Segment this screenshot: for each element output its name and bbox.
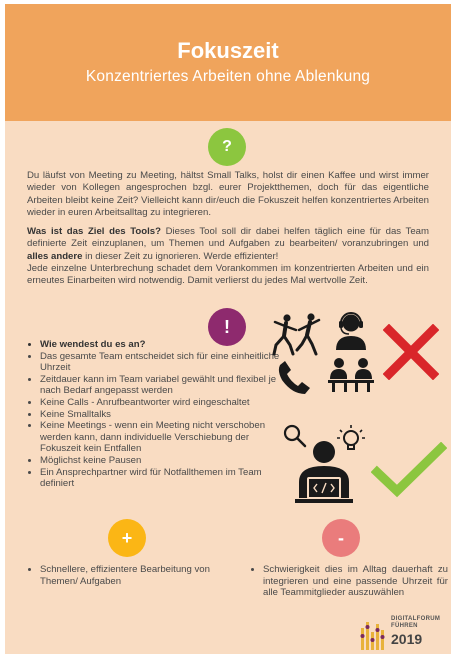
list-item: • Das gesamte Team entscheidet sich für eine einheitliche Uhrzeit [40,351,290,374]
header-banner [5,4,451,121]
list-item: • Keine Calls - Anrufbeantworter wird eingeschaltet [40,397,290,409]
howto-heading: • Wie wendest du es an? [40,339,290,351]
plus-badge: + [108,519,146,557]
logo-bars-icon [360,618,388,650]
goal-text-1: Dieses Tool soll dir dabei helfen täglich eine für das Team definierte Zeit einzuplanen, um Themen und Aufgaben zu bearbeiten/ voranzubringen und [27,226,429,250]
exclamation-badge: ! [208,308,246,346]
phone-icon [277,358,313,396]
goal-emphasis: alles andere [27,250,83,262]
logo-year: 2019 [391,631,423,647]
question-badge: ? [208,128,246,166]
goal-paragraph [27,226,429,287]
list-item: • Keine Smalltalks [40,409,290,421]
howto-list [27,339,290,490]
digitalforum-logo [360,616,446,652]
poster [5,4,451,654]
list-item: • Schwierigkeit dies im Alltag dauerhaft zu integrieren und eine passende Uhrzeit für alle Teammitglieder auszuwählen [263,564,448,599]
minus-badge: - [322,519,360,557]
page-subtitle: Konzentriertes Arbeiten ohne Ablenkung [85,68,371,85]
logo-text-line2: FÜHREN [391,623,418,629]
developer-icon [281,422,375,508]
list-item: • Möglichst keine Pausen [40,455,290,467]
goal-question: Was ist das Ziel des Tools? [27,226,161,237]
goal-text-2: in dieser Zeit zu ignorieren. Werde effizienter! [82,250,279,262]
checkmark-icon [371,442,447,498]
meeting-icon [327,356,375,392]
list-item: • Schnellere, effizientere Bearbeitung von Themen/ Aufgaben [40,564,230,587]
intro-paragraph: Du läufst von Meeting zu Meeting, hältst Small Talks, holst dir einen Kaffee und wirst immer wieder von Kollegen angesprochen bzgl. eurer Projektthemen, doch für das eigentliche Arbeiten bleibt keine Zeit? Vielleicht kann dir/euch die Fokuszeit helfen konzentriertes Arbeiten wieder in euren Arbeitsalltag zu integrieren. [27,170,429,218]
list-item: • Zeitdauer kann im Team variabel gewählt und flexibel je nach Bedarf angepasst werden [40,374,290,397]
dancing-people-icon [269,312,327,356]
goal-text-3: Jede einzelne Unterbrechung schadet dem Vorankommen im konzentrierten Arbeiten und ein erneutes Einarbeiten wird notwendig. Damit verlierst du jedes Mal wertvolle Zeit. [27,262,429,287]
list-item: • Ein Ansprechpartner wird für Notfallthemen im Team definiert [40,467,290,490]
cross-icon [383,324,439,380]
headset-person-icon [332,310,370,352]
page-title: Fokuszeit [177,38,279,63]
cons-list [250,564,448,599]
list-item: • Keine Meetings - wenn ein Meeting nicht verschoben werden kann, dann individuelle Verschiebung der Fokuszeit kein Entfallen [40,420,290,455]
logo-text-line1: DIGITALFORUM [391,616,441,622]
pros-list [27,564,230,587]
